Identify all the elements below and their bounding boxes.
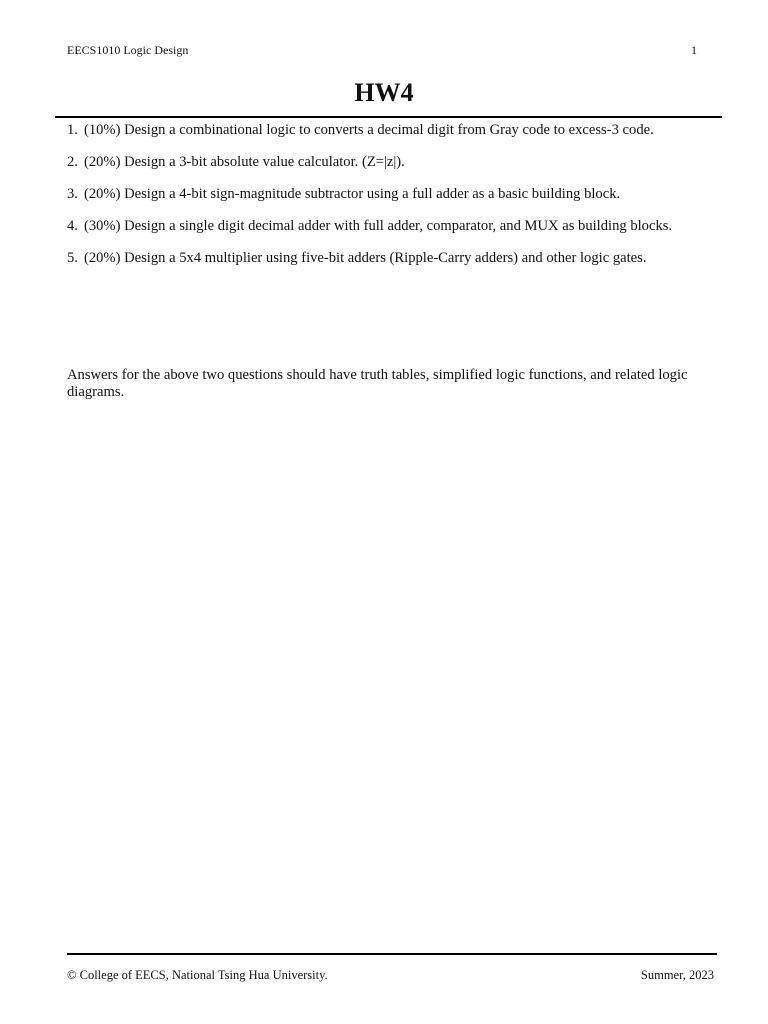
question-number: 1. bbox=[67, 122, 78, 138]
question-text: (10%) Design a combinational logic to converts a decimal digit from Gray code to excess-3 code. bbox=[83, 122, 654, 138]
question-text: (20%) Design a 4-bit sign-magnitude subtractor using a full adder as a basic building block. bbox=[83, 186, 621, 202]
page-footer bbox=[67, 966, 714, 984]
question-number: 5. bbox=[67, 250, 78, 266]
document-title: HW4 bbox=[354, 78, 414, 107]
copyright-text: © College of EECS, National Tsing Hua University. bbox=[67, 968, 328, 982]
answers-note: Answers for the above two questions should have truth tables, simplified logic functions, and related logic diagrams. bbox=[67, 367, 688, 400]
question-item bbox=[67, 186, 714, 203]
question-text: (30%) Design a single digit decimal adder with full adder, comparator, and MUX as building blocks. bbox=[83, 218, 673, 234]
question-number: 2. bbox=[67, 154, 78, 170]
question-item bbox=[67, 154, 714, 171]
page-number: 1 bbox=[691, 43, 697, 57]
question-text: (20%) Design a 3-bit absolute value calculator. (Z=|z|). bbox=[83, 154, 405, 170]
question-item bbox=[67, 218, 714, 235]
question-number: 3. bbox=[67, 186, 78, 202]
page-header bbox=[67, 42, 697, 58]
footer-divider bbox=[67, 953, 717, 955]
question-item bbox=[67, 122, 714, 139]
term-label: Summer, 2023 bbox=[640, 968, 714, 982]
question-item bbox=[67, 250, 714, 267]
question-list bbox=[67, 122, 714, 282]
question-text: (20%) Design a 5x4 multiplier using five-bit adders (Ripple-Carry adders) and other logic gates. bbox=[83, 250, 647, 266]
title-divider bbox=[55, 116, 722, 118]
course-name: EECS1010 Logic Design bbox=[67, 43, 189, 57]
question-number: 4. bbox=[67, 218, 78, 234]
